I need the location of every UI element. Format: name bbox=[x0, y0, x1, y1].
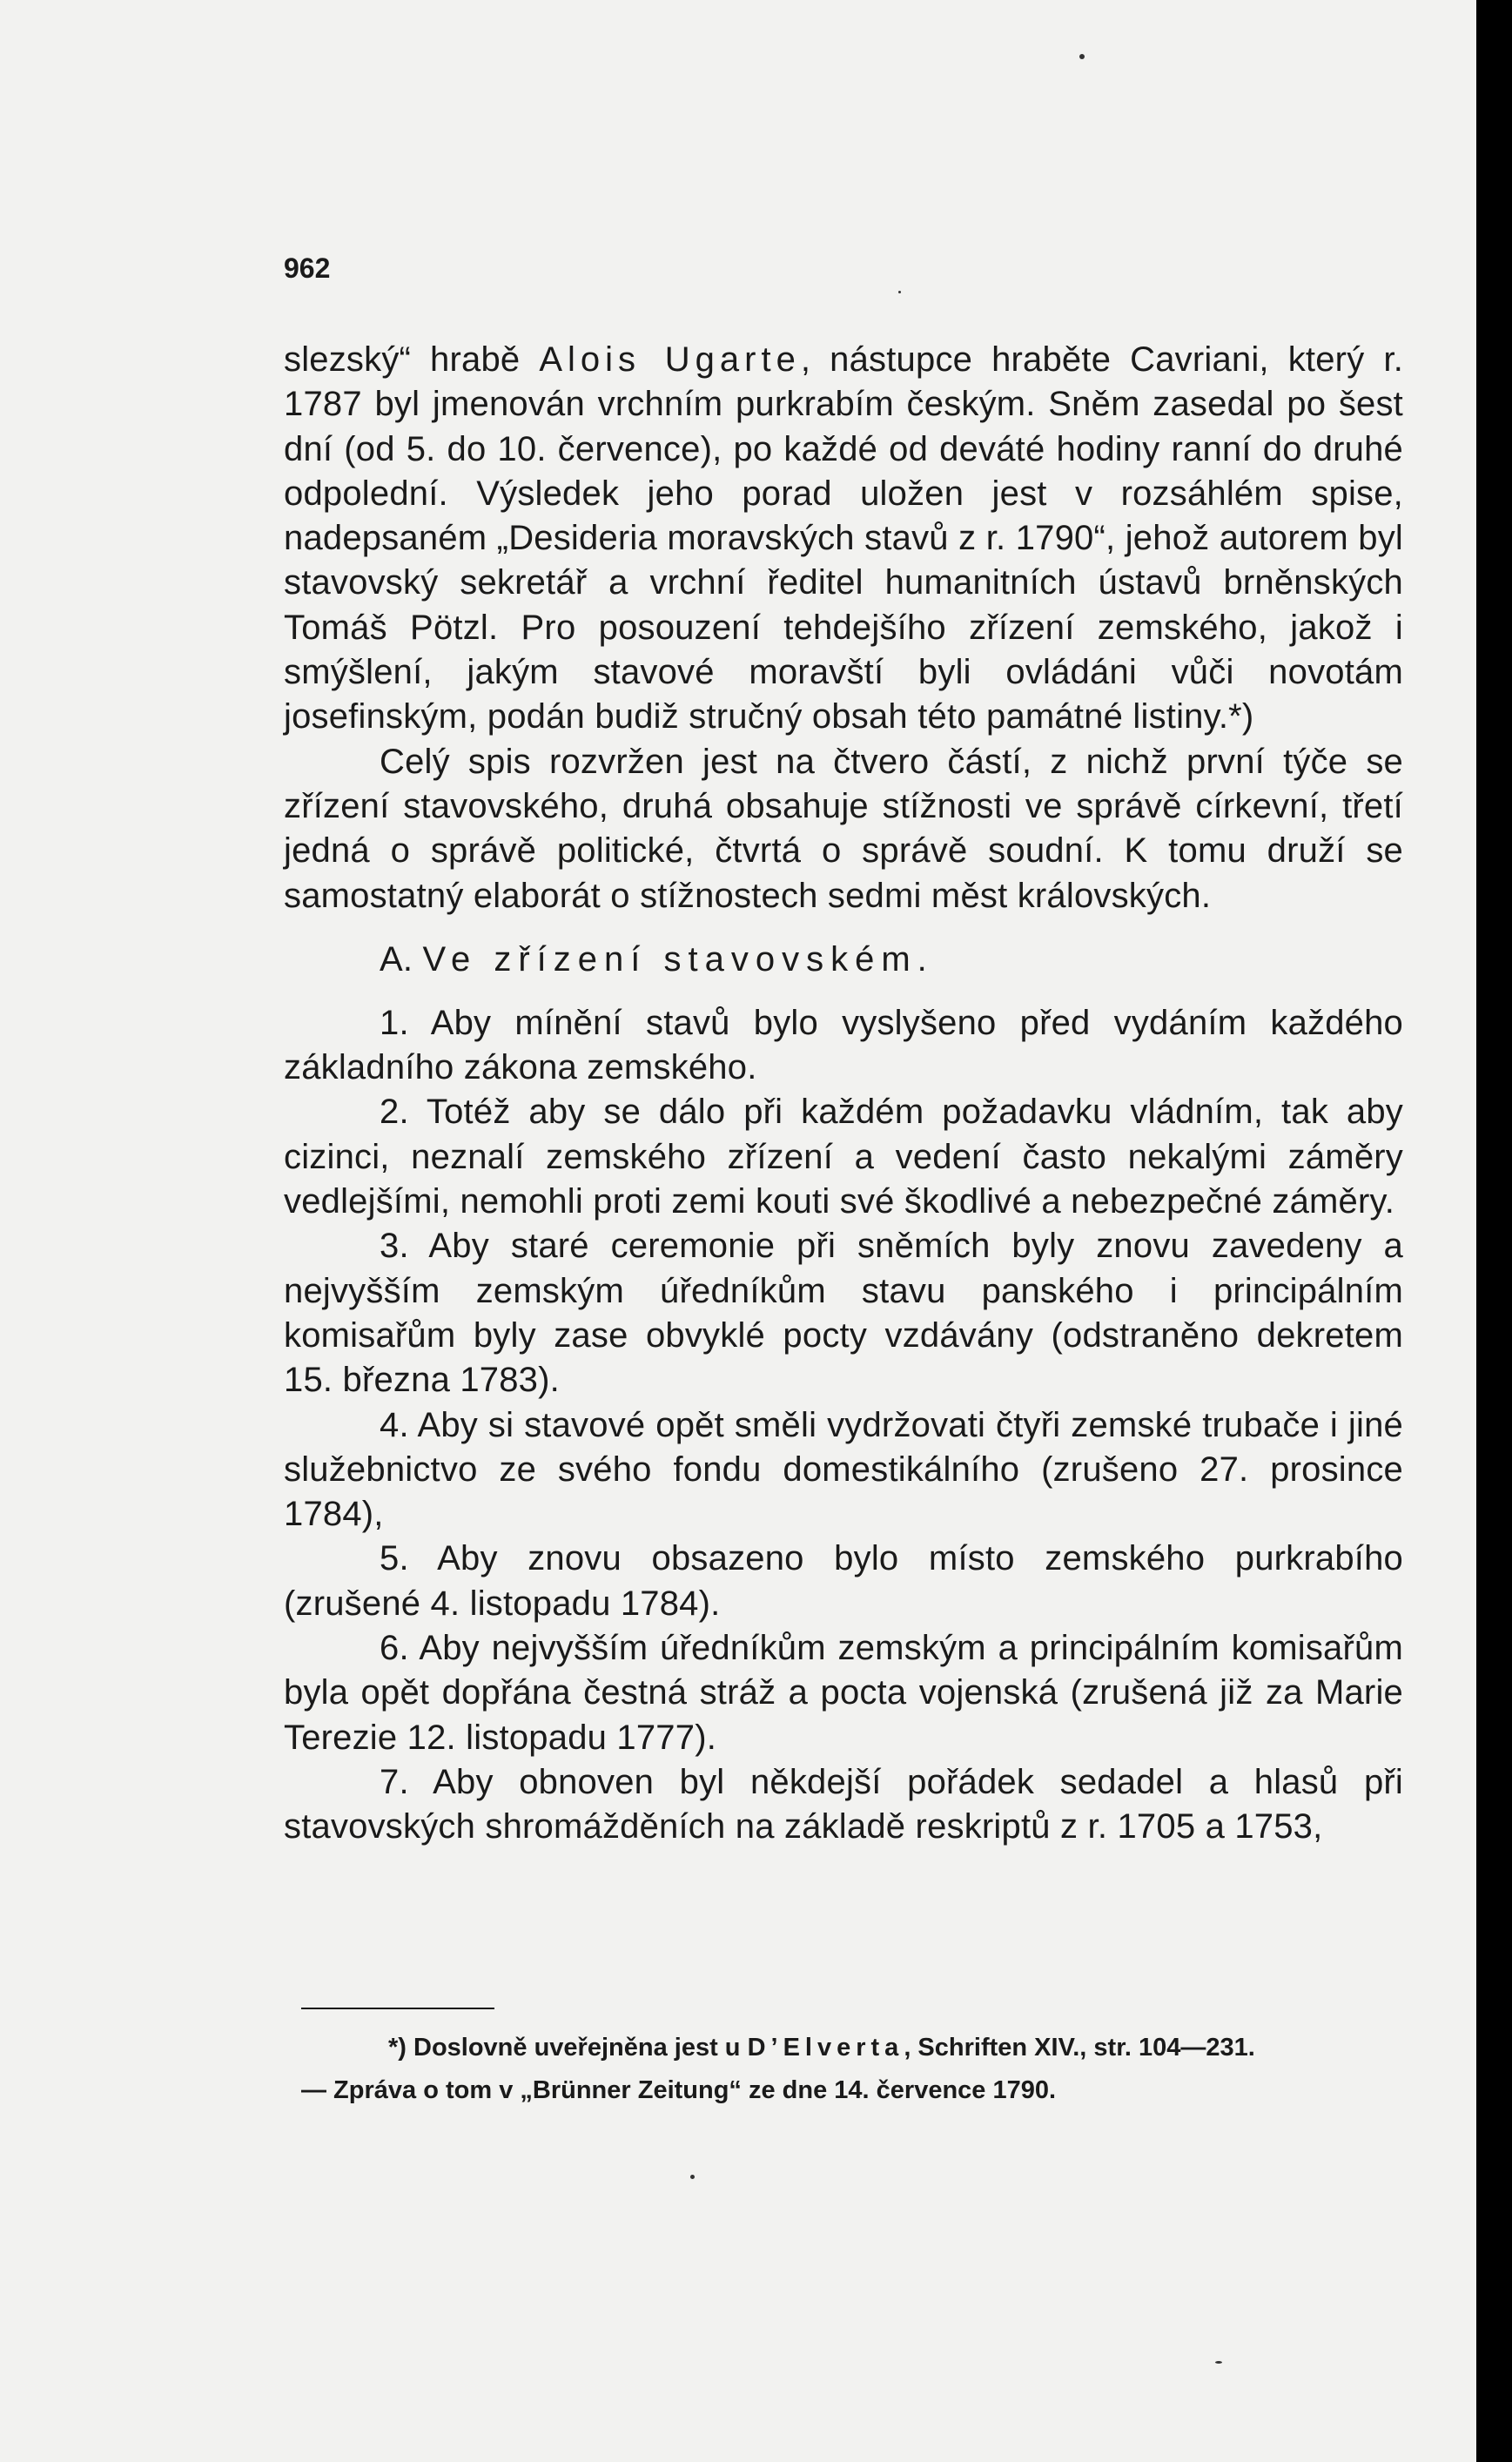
main-text bbox=[284, 338, 1403, 1850]
scan-edge bbox=[1476, 0, 1512, 2462]
page-number: 962 bbox=[284, 252, 331, 284]
dust-speck bbox=[1079, 54, 1085, 59]
text-run: , Schriften XIV., str. 104—231. bbox=[904, 2034, 1255, 2062]
list-item-5: 5. Aby znovu obsazeno bylo místo zemského purkrabího (zrušené 4. listopadu 1784). bbox=[284, 1539, 1403, 1623]
list-item-4: 4. Aby si stavové opět směli vydržovati čtyři zemské trubače i jiné služebnictvo ze svého fondu domestikálního (zrušeno 27. prosince 1784), bbox=[284, 1405, 1403, 1534]
list-item-1: 1. Aby mínění stavů bylo vyslyšeno před vydáním každého základního zákona zemského. bbox=[284, 1003, 1403, 1087]
heading-title: Ve zřízení stavovském. bbox=[422, 939, 934, 979]
heading-prefix: A. bbox=[380, 939, 423, 979]
footnote-line-2: — Zpráva o tom v „Brünner Zeitung“ ze dne 14. července 1790. bbox=[301, 2076, 1057, 2104]
dust-speck bbox=[1215, 2361, 1222, 2364]
list-item-3: 3. Aby staré ceremonie při sněmích byly znovu zavedeny a nejvyšším zemským úředníkům stavu panského i principálním komisařům byly zase obvyklé pocty vzdávány (odstraněno dekretem 15. března 1783). bbox=[284, 1227, 1403, 1400]
footnotes bbox=[301, 2027, 1403, 2112]
paragraph-intro bbox=[284, 338, 1403, 740]
section-heading bbox=[284, 918, 1403, 1001]
footnote-divider bbox=[301, 2008, 494, 2009]
paragraph-overview: Celý spis rozvržen jest na čtvero částí, z nichž první týče se zřízení stavovského, druhá obsahuje stížnosti ve správě církevní, třetí jedná o správě politické, čtvrtá o správě soudní. K tomu druží se samostatný elaborát o stížnostech sedmi měst královských. bbox=[284, 742, 1403, 915]
text-run: , nástupce hraběte Cavriani, který r. 1787 byl jmenován vrchním purkrabím českým. Sněm zasedal po šest dní (od 5. do 10. července), po každé od deváté hodiny ranní do druhé odpolední. Výsledek jeho porad uložen jest v rozsáhlém spise, nadepsaném „Desideria moravských stavů z r. 1790“, jehož autorem byl stavovský sekretář a vrchní ředitel humanitních ústavů brněnských Tomáš Pötzl. Pro posouzení tehdejšího zřízení zemského, jakož i smýšlení, jakým stavové moravští byli ovládáni vůči novotám josefinským, podán budiž stručný obsah této památné listiny.*) bbox=[284, 340, 1404, 737]
spaced-name: Alois Ugarte bbox=[539, 340, 801, 379]
list-item-6: 6. Aby nejvyšším úředníkům zemským a principálním komisařům byla opět dopřána čestná stráž a pocta vojenská (zrušená již za Marie Terezie 12. listopadu 1777). bbox=[284, 1629, 1403, 1757]
text-run: slezský“ hrabě bbox=[284, 340, 540, 379]
spaced-name: D’Elverta bbox=[747, 2034, 904, 2062]
footnote-line-1 bbox=[301, 2027, 1403, 2069]
text-run: *) Doslovně uveřejněna jest u bbox=[388, 2034, 748, 2062]
list-item-7: 7. Aby obnoven byl někdejší pořádek sedadel a hlasů při stavovských shromážděních na základě reskriptů z r. 1705 a 1753, bbox=[284, 1762, 1403, 1846]
dust-speck bbox=[898, 291, 901, 293]
list-item-2: 2. Totéž aby se dálo při každém požadavku vládním, tak aby cizinci, neznalí zemského zřízení a vedení často nekalými záměry vedlejšími, nemohli proti zemi kouti své škodlivé a nebezpečné záměry. bbox=[284, 1093, 1403, 1221]
dust-speck bbox=[690, 2175, 695, 2179]
